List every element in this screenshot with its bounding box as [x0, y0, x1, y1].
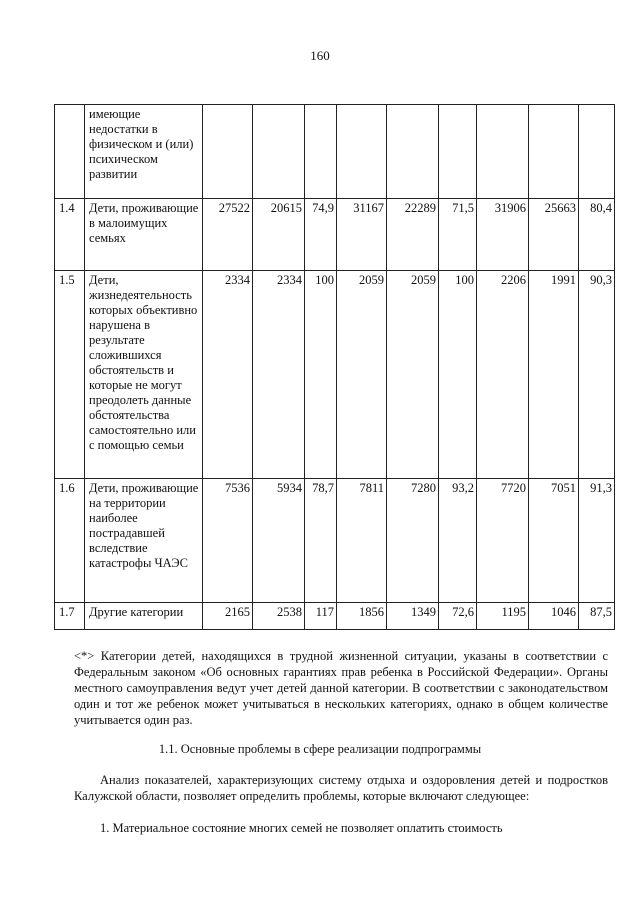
value-cell: 7280: [387, 479, 439, 603]
value-cell: 87,5: [579, 603, 615, 630]
value-cell: 2059: [387, 271, 439, 479]
value-cell: 71,5: [439, 199, 477, 271]
value-cell: 7811: [337, 479, 387, 603]
table-row: [55, 271, 615, 479]
page-number: 160: [310, 48, 330, 63]
value-cell: 1856: [337, 603, 387, 630]
category-name: Другие категории: [85, 603, 203, 630]
value-cell: 80,4: [579, 199, 615, 271]
value-cell: 31906: [477, 199, 529, 271]
value-cell: [579, 105, 615, 199]
table-row: [55, 105, 615, 199]
value-cell: 1195: [477, 603, 529, 630]
value-cell: [529, 105, 579, 199]
value-cell: 2334: [203, 271, 253, 479]
value-cell: 27522: [203, 199, 253, 271]
value-cell: 74,9: [305, 199, 337, 271]
table-row: [55, 199, 615, 271]
value-cell: 2538: [253, 603, 305, 630]
category-name: Дети, жизнедеятельность которых объективно нарушена в результате сложившихся обстоятельств и которые не могут преодолеть данные обстоятельства самостоятельно или с помощью семьи: [85, 271, 203, 479]
row-index: 1.5: [55, 271, 85, 479]
value-cell: [439, 105, 477, 199]
value-cell: [203, 105, 253, 199]
value-cell: 7536: [203, 479, 253, 603]
value-cell: [253, 105, 305, 199]
value-cell: 2334: [253, 271, 305, 479]
category-name: имеющие недостатки в физическом и (или) психическом развитии: [85, 105, 203, 199]
value-cell: 1046: [529, 603, 579, 630]
value-cell: 25663: [529, 199, 579, 271]
row-index: 1.6: [55, 479, 85, 603]
section-title: 1.1. Основные проблемы в сфере реализации подпрограммы: [158, 742, 482, 756]
row-index: 1.4: [55, 199, 85, 271]
data-table: [54, 104, 615, 630]
value-cell: 100: [305, 271, 337, 479]
value-cell: 91,3: [579, 479, 615, 603]
value-cell: 1349: [387, 603, 439, 630]
value-cell: 72,6: [439, 603, 477, 630]
row-index: 1.7: [55, 603, 85, 630]
row-index: [55, 105, 85, 199]
value-cell: [387, 105, 439, 199]
value-cell: 7720: [477, 479, 529, 603]
value-cell: 2206: [477, 271, 529, 479]
value-cell: 31167: [337, 199, 387, 271]
paragraph-problem-1: 1. Материальное состояние многих семей не позволяет оплатить стоимость: [100, 821, 503, 835]
value-cell: 117: [305, 603, 337, 630]
value-cell: [337, 105, 387, 199]
footnote: <*> Категории детей, находящихся в трудной жизненной ситуации, указаны в соответствии с Федеральным законом «Об основных гарантиях прав ребенка в Российской Федерации». Органы местного самоуправления ведут учет детей данной категории. В соответствии с законодательством один и тот же ребенок может учитываться в нескольких категориях, однако в общем количестве учитывается один раз.: [74, 649, 608, 727]
value-cell: 7051: [529, 479, 579, 603]
value-cell: 1991: [529, 271, 579, 479]
value-cell: 93,2: [439, 479, 477, 603]
value-cell: 2165: [203, 603, 253, 630]
category-name: Дети, проживающие на территории наиболее пострадавшей вследствие катастрофы ЧАЭС: [85, 479, 203, 603]
value-cell: [305, 105, 337, 199]
paragraph-analysis: Анализ показателей, характеризующих систему отдыха и оздоровления детей и подростков Калужской области, позволяет определить проблемы, которые включают следующее:: [74, 773, 608, 803]
value-cell: [477, 105, 529, 199]
value-cell: 2059: [337, 271, 387, 479]
table-row: [55, 603, 615, 630]
value-cell: 5934: [253, 479, 305, 603]
table-row: [55, 479, 615, 603]
value-cell: 20615: [253, 199, 305, 271]
value-cell: 22289: [387, 199, 439, 271]
value-cell: 78,7: [305, 479, 337, 603]
category-name: Дети, проживающие в малоимущих семьях: [85, 199, 203, 271]
value-cell: 90,3: [579, 271, 615, 479]
value-cell: 100: [439, 271, 477, 479]
